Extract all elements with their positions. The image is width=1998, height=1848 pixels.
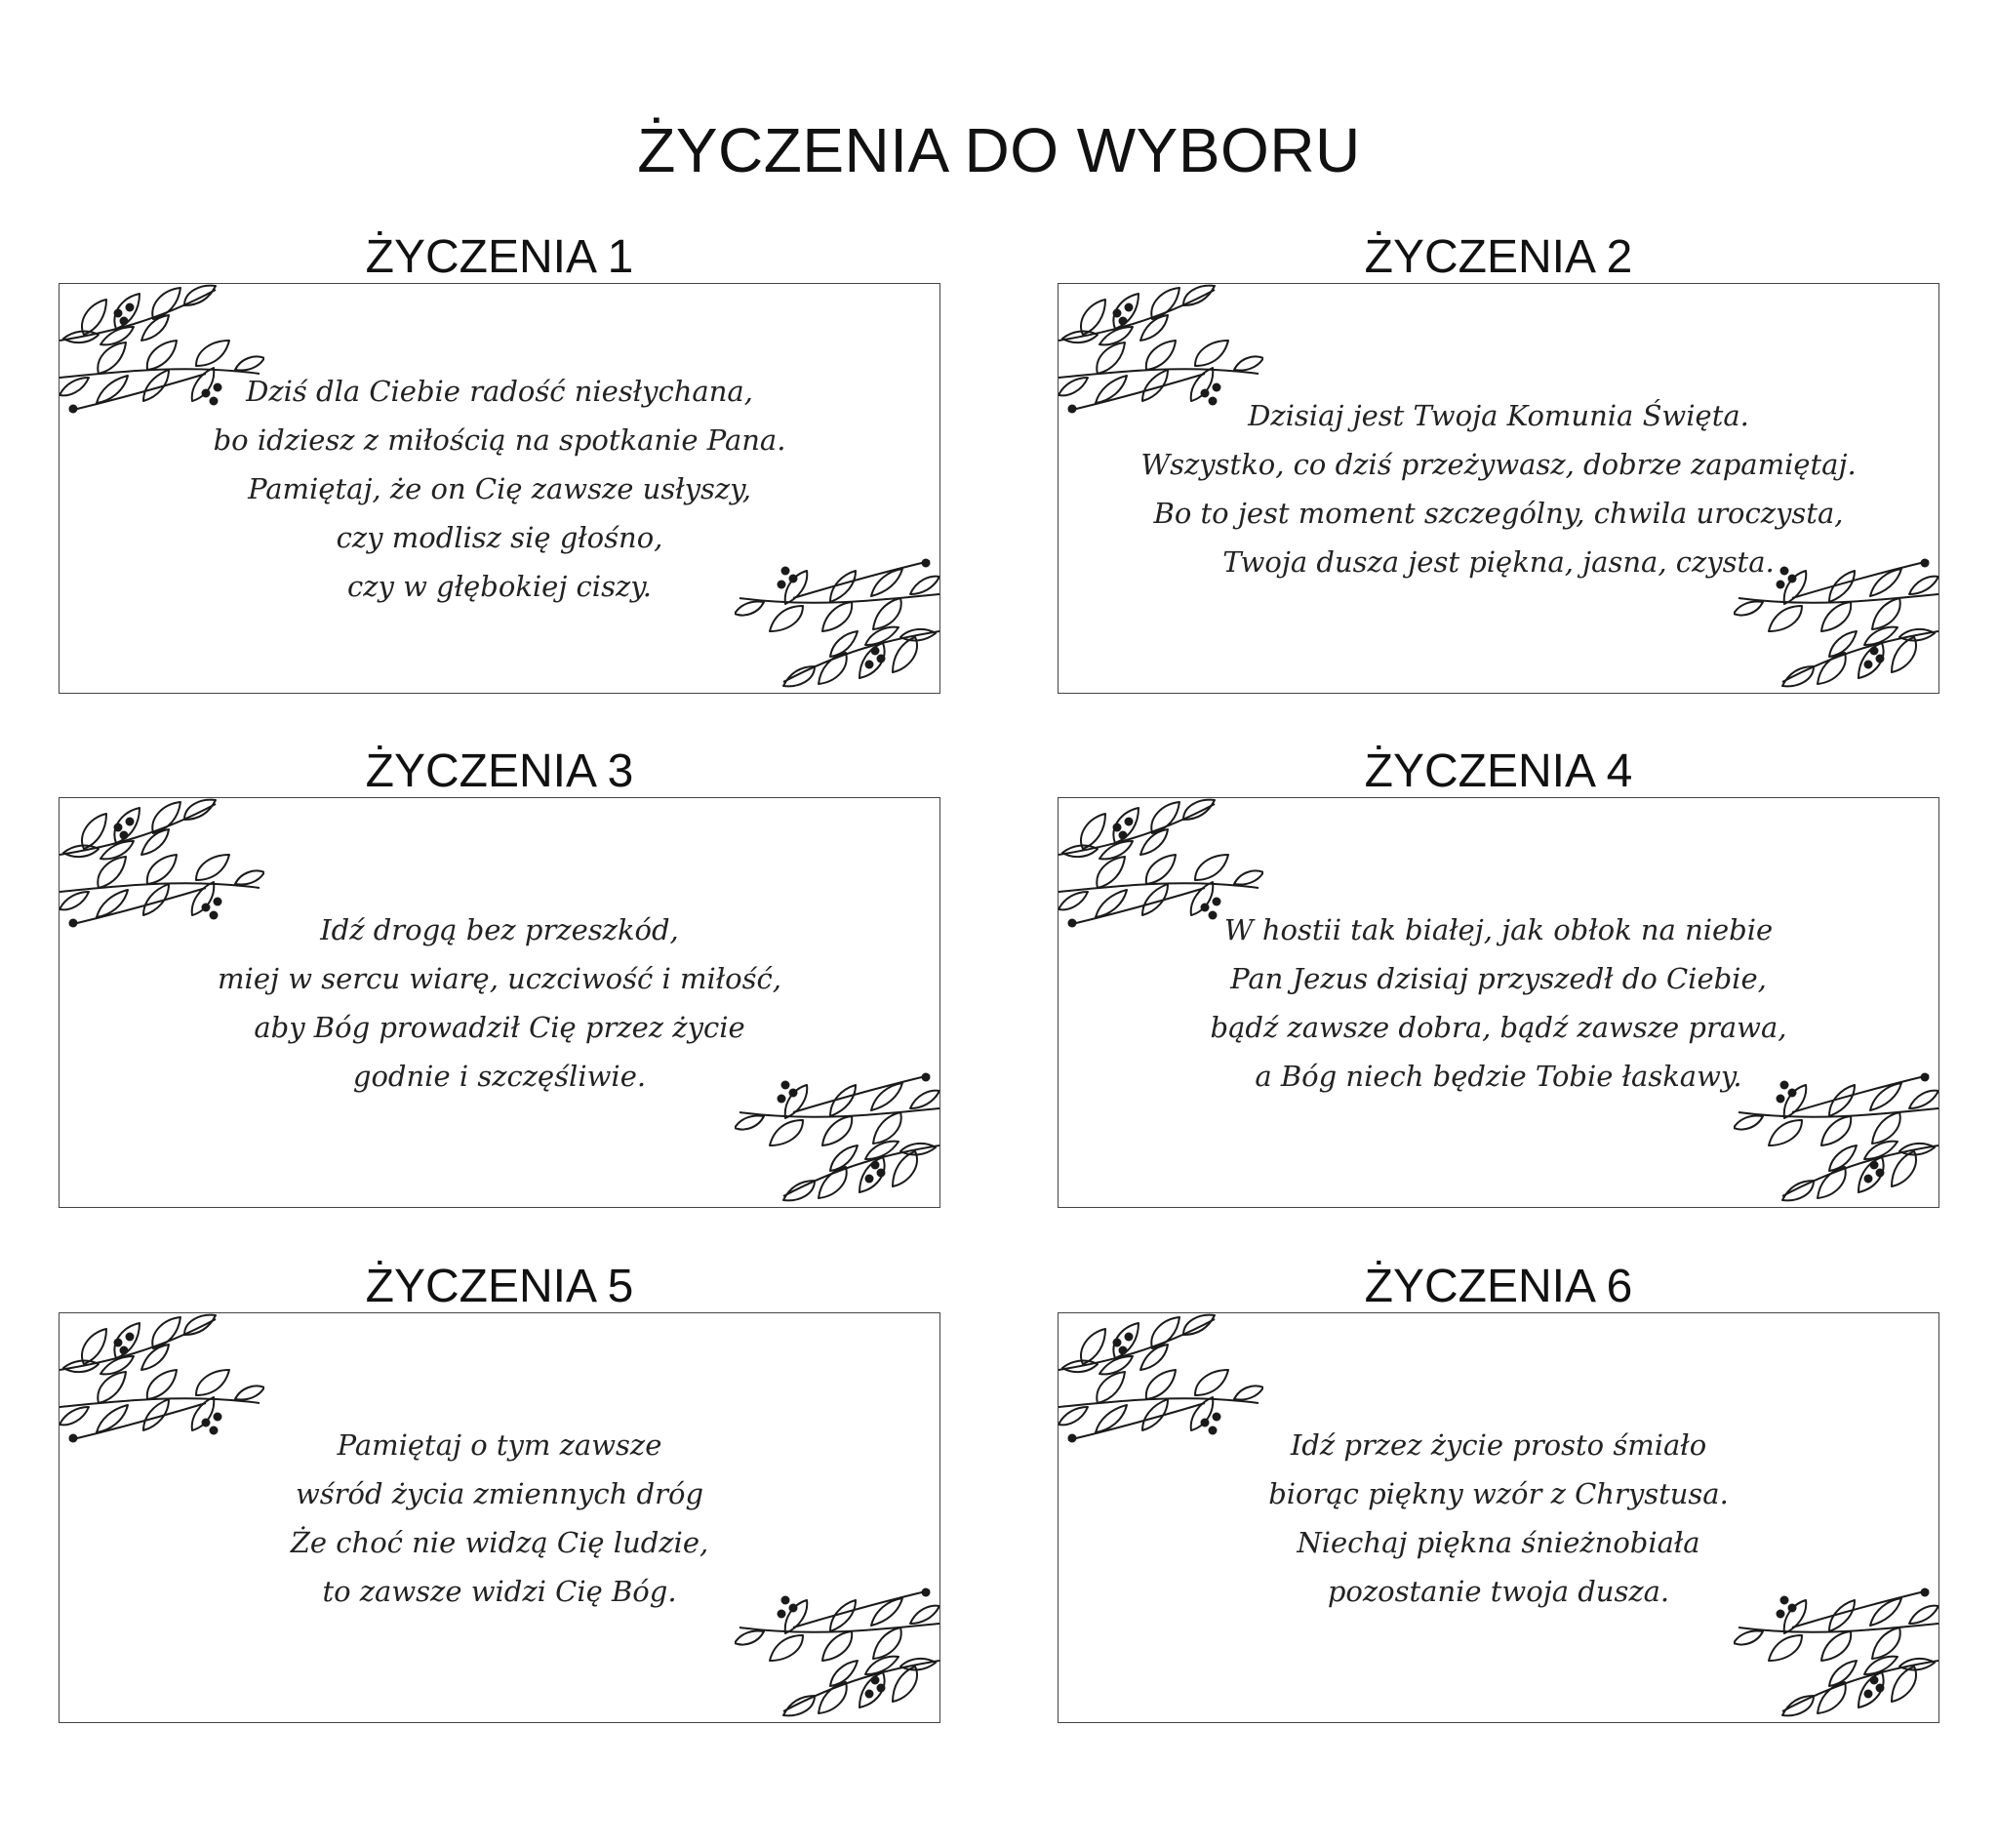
wish-line: W hostii tak białej, jak obłok na niebie bbox=[1223, 913, 1774, 946]
wish-line: wśród życia zmiennych dróg bbox=[295, 1477, 704, 1510]
wish-line: Pamiętaj o tym zawsze bbox=[337, 1428, 662, 1462]
wish-line: bo idziesz z miłością na spotkanie Pana. bbox=[213, 423, 786, 457]
wish-line: to zawsze widzi Cię Bóg. bbox=[322, 1575, 677, 1608]
wish-text bbox=[1059, 1421, 1938, 1616]
wish-line: bądź zawsze dobra, bądź zawsze prawa, bbox=[1210, 1011, 1787, 1044]
wish-line: Dzisiaj jest Twoja Komunia Święta. bbox=[1248, 399, 1749, 432]
wish-line: Idź przez życie prosto śmiało bbox=[1290, 1428, 1707, 1462]
wish-text bbox=[60, 905, 939, 1101]
wish-line: miej w sercu wiarę, uczciwość i miłość, bbox=[218, 962, 781, 995]
wish-line: Pan Jezus dzisiaj przyszedł do Ciebie, bbox=[1230, 962, 1767, 995]
wish-card bbox=[1058, 283, 1939, 694]
wish-text bbox=[60, 1421, 939, 1616]
wish-card bbox=[59, 1312, 940, 1723]
section-heading: ŻYCZENIA 5 bbox=[365, 1261, 634, 1312]
wish-line: czy w głębokiej ciszy. bbox=[347, 570, 652, 603]
wish-line: Wszystko, co dziś przeżywasz, dobrze zapamiętaj. bbox=[1140, 448, 1857, 481]
wish-line: Bo to jest moment szczególny, chwila uroczysta, bbox=[1153, 497, 1844, 530]
wish-card bbox=[59, 283, 940, 694]
wish-line: godnie i szczęśliwie. bbox=[352, 1060, 647, 1093]
wish-line: a Bóg niech będzie Tobie łaskawy. bbox=[1255, 1060, 1742, 1093]
wish-line: aby Bóg prowadził Cię przez życie bbox=[254, 1011, 745, 1044]
wish-line: Niechaj piękna śnieżnobiała bbox=[1297, 1526, 1700, 1559]
wish-card bbox=[59, 797, 940, 1208]
wish-line: Twoja dusza jest piękna, jasna, czysta. bbox=[1222, 545, 1775, 579]
wish-line: Że choć nie widzą Cię ludzie, bbox=[290, 1526, 709, 1559]
section-heading: ŻYCZENIA 3 bbox=[365, 745, 634, 797]
section-heading: ŻYCZENIA 6 bbox=[1364, 1261, 1633, 1312]
wish-line: czy modlisz się głośno, bbox=[336, 521, 663, 554]
wish-card bbox=[1058, 1312, 1939, 1723]
wish-line: Idź drogą bez przeszkód, bbox=[320, 913, 679, 946]
wish-card bbox=[1058, 797, 1939, 1208]
page-title: ŻYCZENIA DO WYBORU bbox=[637, 115, 1361, 185]
section-heading: ŻYCZENIA 2 bbox=[1364, 231, 1633, 283]
wish-text bbox=[1059, 905, 1938, 1101]
wish-line: Dziś dla Ciebie radość niesłychana, bbox=[246, 375, 753, 408]
wish-line: pozostanie twoja dusza. bbox=[1327, 1575, 1670, 1608]
section-heading: ŻYCZENIA 1 bbox=[365, 231, 634, 283]
section-heading: ŻYCZENIA 4 bbox=[1364, 745, 1633, 797]
wish-line: Pamiętaj, że on Cię zawsze usłyszy, bbox=[248, 472, 751, 505]
wish-text bbox=[60, 367, 939, 611]
wish-text bbox=[1059, 391, 1938, 586]
wish-line: biorąc piękny wzór z Chrystusa. bbox=[1268, 1477, 1729, 1510]
